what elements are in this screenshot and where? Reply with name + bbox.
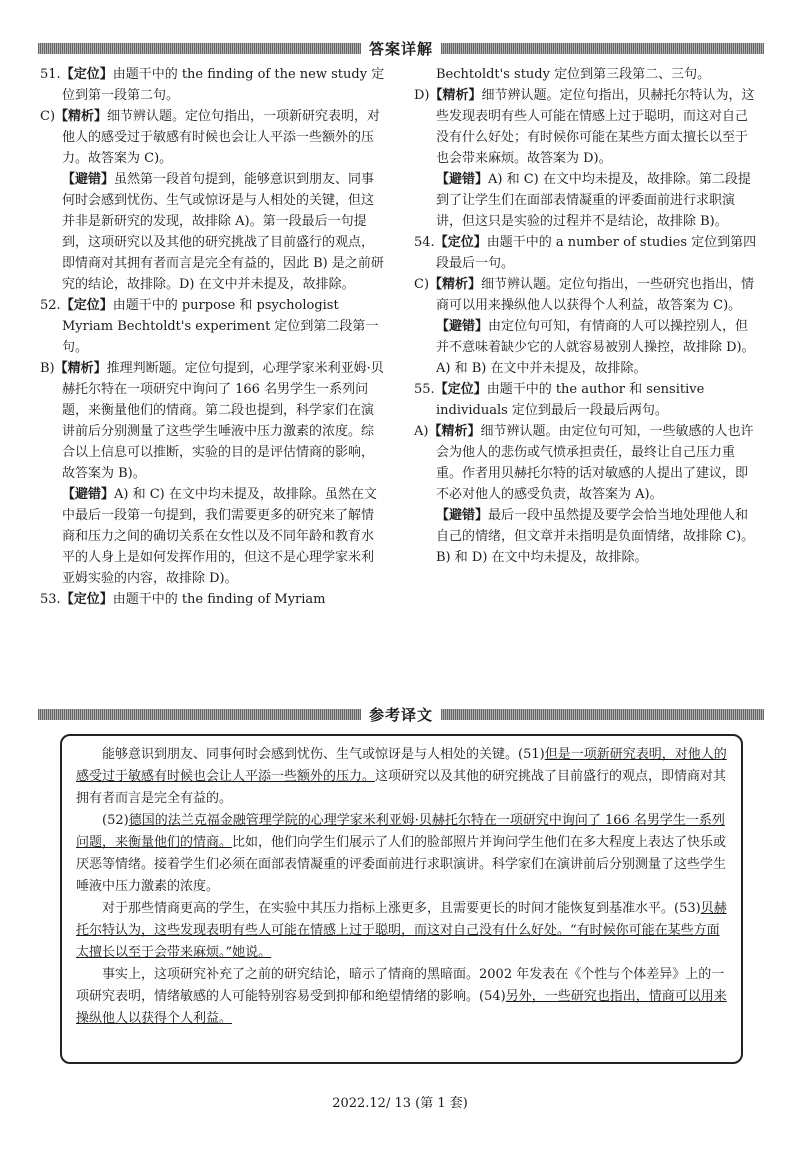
answer-label: 【精析】 <box>429 277 482 292</box>
answer-text: Bechtoldt's study 定位到第三段第二、三句。 <box>436 67 711 82</box>
answer-text: 由题干中的 the finding of Myriam <box>112 592 326 607</box>
answer-entry <box>40 106 385 169</box>
answer-entry <box>414 85 759 169</box>
answer-entry <box>40 358 385 484</box>
answer-number: A) <box>414 424 429 439</box>
answer-label: 【定位】 <box>434 382 487 397</box>
answer-label: 【精析】 <box>428 424 481 439</box>
answer-text: A) 和 C) 在文中均未提及，故排除。第二段提到了让学生们在面部表情凝重的评委面前进行求职演讲，但这只是实验的过程并不是结论，故排除 B)。 <box>436 172 751 229</box>
translation-text: 对于那些情商更高的学生，在实验中其压力指标上涨更多，且需要更长的时间才能恢复到基准水平。(53) <box>102 901 701 916</box>
translation-paragraph <box>76 744 727 810</box>
translation-underlined: 贝赫托尔特认为，这些发现表明有些人可能在情感上过于聪明，而这对自己没有什么好处。“有时候你可能在某些方面太擅长以至于会带来麻烦。”她说。 <box>76 901 727 960</box>
answer-text: 细节辨认题。定位句指出，贝赫托尔特认为，这些发现表明有些人可能在情感上过于聪明，而这对自己没有什么好处；有时候你可能在某些方面太擅长以至于也会带来麻烦。故答案为 D)。 <box>436 88 755 166</box>
answer-entry <box>414 232 759 274</box>
answer-number: 53. <box>40 592 61 607</box>
answer-text: 虽然第一段首句提到，能够意识到朋友、同事何时会感到忧伤、生气或惊讶是与人相处的关键，但这并非是新研究的发现，故排除 A)。第一段最后一句提到，这项研究以及其他的研究挑战了目前盛行的观点，即情商对其拥有者而言是完全有益的，因此 B) 是之前研究的结论，故排除。D) 在文中并未提及，故排除。 <box>62 172 384 292</box>
answer-entry <box>414 316 759 379</box>
answer-label: 【避错】 <box>436 508 489 523</box>
answer-number: D) <box>414 88 430 103</box>
answer-number: 51. <box>40 67 61 82</box>
answer-text: 推理判断题。定位句提到，心理学家米利亚姆·贝赫托尔特在一项研究中询问了 166 名男学生一系列问题，来衡量他们的情商。第二段也提到，科学家们在演讲前后分别测量了这些学生唾液中压力激素的浓度。综合以上信息可以推断，实验的目的是评估情商的影响，故答案为 B)。 <box>62 361 384 481</box>
translation-text: (52) <box>102 813 129 828</box>
answer-label: 【精析】 <box>55 109 108 124</box>
answer-entry <box>414 274 759 316</box>
answer-label: 【定位】 <box>60 592 113 607</box>
answer-entry <box>40 169 385 295</box>
translation-paragraph <box>76 898 727 964</box>
translation-paragraph <box>76 964 727 1030</box>
answer-label: 【定位】 <box>60 298 113 313</box>
answer-label: 【精析】 <box>429 88 482 103</box>
translation-underlined: 但是一项新研究表明，对他人的感受过于敏感有时候也会让人平添一些额外的压力。 <box>76 747 727 784</box>
answer-header-title: 答案详解 <box>369 39 434 58</box>
answer-label: 【避错】 <box>436 319 489 334</box>
answer-text: 最后一段中虽然提及要学会恰当地处理他人和自己的情绪，但文章并未指明是负面情绪，故排除 C)。B) 和 D) 在文中均未提及，故排除。 <box>436 508 755 565</box>
answer-label: 【避错】 <box>436 172 489 187</box>
answer-text: 由定位句可知，有情商的人可以操控别人，但并不意味着缺少它的人就容易被别人操控，故排除 D)。A) 和 B) 在文中并未提及，故排除。 <box>436 319 755 376</box>
answer-entry <box>40 484 385 589</box>
answer-entry <box>414 421 759 505</box>
answer-header-banner <box>38 38 764 58</box>
answer-number: C) <box>414 277 430 292</box>
answer-entry <box>414 379 759 421</box>
right-answer-column <box>414 64 759 568</box>
answer-text: A) 和 C) 在文中均未提及，故排除。虽然在文中最后一段第一句提到，我们需要更多的研究来了解情商和压力之间的确切关系在女性以及不同年龄和教育水平的人身上是如何发挥作用的，但这不是心理学家米利亚姆实验的内容，故排除 D)。 <box>62 487 377 586</box>
answer-text: 由题干中的 the finding of the new study 定位到第一段第二句。 <box>62 67 385 103</box>
translation-underlined: 德国的法兰克福金融管理学院的心理学家米利亚姆·贝赫托尔特在一项研究中询问了 166 名男学生一系列问题，来衡量他们的情商。 <box>76 813 725 850</box>
answer-number: 55. <box>414 382 435 397</box>
answer-text: 由题干中的 a number of studies 定位到第四段最后一句。 <box>436 235 757 271</box>
answer-number: C) <box>40 109 56 124</box>
answer-entry <box>40 295 385 358</box>
answer-text: 细节辨认题。由定位句可知，一些敏感的人也许会为他人的悲伤或气愤承担责任，最终让自己压力重重。作者用贝赫托尔特的话对敏感的人提出了建议，即不必对他人的感受负责，故答案为 A)。 <box>436 424 754 502</box>
translation-header-banner <box>38 704 764 724</box>
answer-number: 52. <box>40 298 61 313</box>
banner-hatch-left <box>38 709 361 720</box>
translation-underlined: 另外，一些研究也指出，情商可以用来操纵他人以获得个人利益。 <box>76 989 727 1026</box>
answer-label: 【定位】 <box>434 235 487 250</box>
answer-label: 【避错】 <box>62 487 115 502</box>
answer-entry <box>40 64 385 106</box>
answer-text: 细节辨认题。定位句指出，一项新研究表明，对他人的感受过于敏感有时候也会让人平添一些额外的压力。故答案为 C)。 <box>62 109 381 166</box>
answer-label: 【精析】 <box>54 361 107 376</box>
answer-label: 【定位】 <box>60 67 113 82</box>
translation-header-title: 参考译文 <box>369 705 434 724</box>
answer-number: 54. <box>414 235 435 250</box>
answer-entry <box>414 64 759 85</box>
translation-text: 能够意识到朋友、同事何时会感到忧伤、生气或惊讶是与人相处的关键。(51) <box>102 747 545 762</box>
answer-entry <box>40 589 385 610</box>
banner-hatch-right <box>441 43 764 54</box>
answer-text: 细节辨认题。定位句指出，一些研究也指出，情商可以用来操纵他人以获得个人利益，故答案为 C)。 <box>436 277 755 313</box>
answer-number: B) <box>40 361 55 376</box>
answer-entry <box>414 169 759 232</box>
translation-paragraph <box>76 810 727 898</box>
answer-label: 【避错】 <box>62 172 115 187</box>
left-answer-column <box>40 64 385 610</box>
answer-text: 由题干中的 purpose 和 psychologist Myriam Bechtoldt's experiment 定位到第二段第一句。 <box>62 298 379 355</box>
translation-text: 这项研究以及其他的研究挑战了目前盛行的观点，即情商对其拥有者而言是完全有益的。 <box>76 769 727 806</box>
translation-box <box>60 734 743 1064</box>
answer-entry <box>414 505 759 568</box>
translation-text: 比如，他们向学生们展示了人们的脸部照片并询问学生他们在多大程度上表达了快乐或厌恶等情绪。接着学生们必须在面部表情凝重的评委面前进行求职演讲。科学家们在演讲前后分别测量了这些学生唾液中压力激素的浓度。 <box>76 835 727 894</box>
banner-hatch-left <box>38 43 361 54</box>
page-footer: 2022.12/ 13 (第 1 套) <box>332 1096 468 1111</box>
answer-text: 由题干中的 the author 和 sensitive individuals 定位到最后一段最后两句。 <box>436 382 705 418</box>
banner-hatch-right <box>441 709 764 720</box>
translation-text: 事实上，这项研究补充了之前的研究结论，暗示了情商的黑暗面。2002 年发表在《个性与个体差异》上的一项研究表明，情绪敏感的人可能特别容易受到抑郁和绝望情绪的影响。(54) <box>76 967 725 1004</box>
